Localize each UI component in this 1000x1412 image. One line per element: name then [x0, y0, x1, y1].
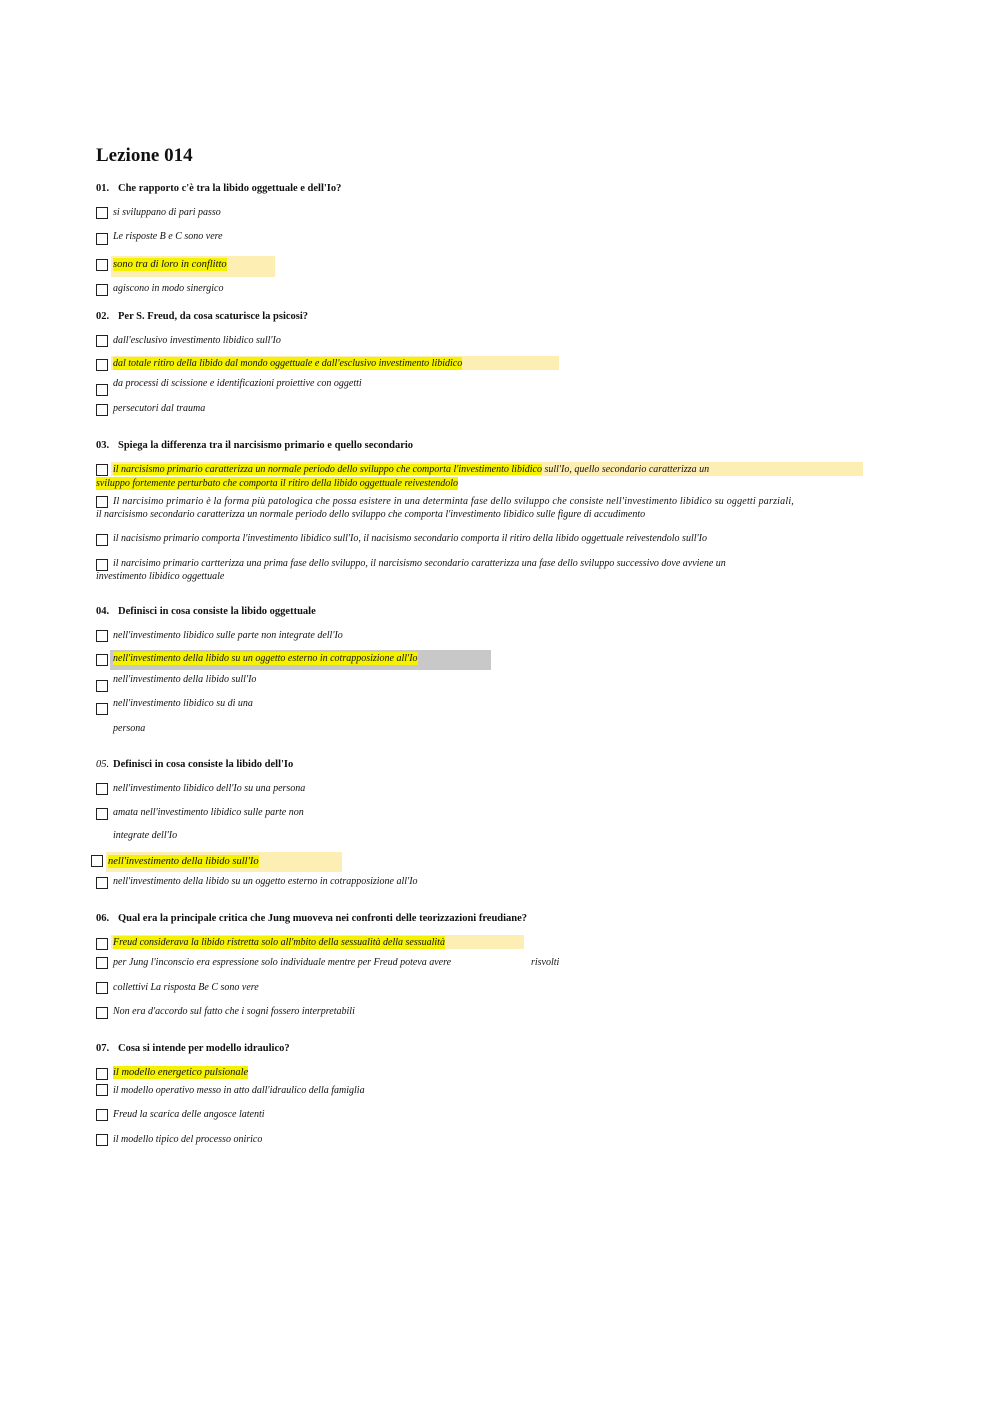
answer-option: agiscono in modo sinergico	[113, 283, 224, 294]
answer-option-continued: integrate dell'Io	[113, 830, 178, 841]
answer-option-continued: il narcisismo secondario caratterizza un normale periodo dello sviluppo che comporta l'investimento libidico sulle figure di accudimento	[96, 509, 646, 520]
answer-option-continued: persona	[113, 723, 146, 734]
answer-checkbox[interactable]	[96, 259, 108, 271]
answer-option-correct: nell'investimento della libido su un oggetto esterno in cotrapposizione all'Io	[113, 653, 418, 664]
answer-checkbox[interactable]	[91, 855, 103, 867]
answer-checkbox[interactable]	[96, 464, 108, 476]
question-4	[96, 606, 316, 617]
answer-checkbox[interactable]	[96, 703, 108, 715]
answer-option-correct: Freud considerava la libido ristretta solo all'mbito della sessualità della sessualità	[113, 937, 445, 948]
answer-checkbox[interactable]	[96, 1134, 108, 1146]
question-1	[96, 183, 341, 194]
answer-option: Non era d'accordo sul fatto che i sogni fossero interpretabili	[113, 1006, 355, 1017]
answer-option: nell'investimento libidico sulle parte non integrate dell'Io	[113, 630, 343, 641]
answer-option-correct: il modello energetico pulsionale	[113, 1067, 249, 1078]
question-6	[96, 913, 527, 924]
answer-option: il modello operativo messo in atto dall'idraulico della famiglia	[113, 1085, 365, 1096]
answer-checkbox[interactable]	[96, 233, 108, 245]
question-2	[96, 311, 308, 322]
answer-checkbox[interactable]	[96, 982, 108, 994]
question-text: Per S. Freud, da cosa scaturisce la psicosi?	[118, 311, 309, 322]
question-5	[96, 759, 293, 770]
question-number: 07.	[96, 1043, 110, 1054]
question-number: 05.	[96, 759, 110, 770]
answer-option: nell'investimento della libido sull'Io	[113, 674, 257, 685]
answer-option-correct: nell'investimento della libido sull'Io	[108, 856, 259, 867]
question-text: Spiega la differenza tra il narcisismo primario e quello secondario	[118, 440, 414, 451]
answer-checkbox[interactable]	[96, 384, 108, 396]
question-3	[96, 440, 413, 451]
page-title: Lezione 014	[96, 145, 193, 166]
answer-option: da processi di scissione e identificazioni proiettive con oggetti	[113, 378, 362, 389]
answer-option: Freud la scarica delle angosce latenti	[113, 1109, 265, 1120]
answer-option-correct-continued: sviluppo fortemente perturbato che comporta il ritiro della libido oggettuale reivestendolo	[96, 478, 458, 489]
answer-option: dall'esclusivo investimento libidico sull'Io	[113, 335, 281, 346]
question-text: Che rapporto c'è tra la libido oggettuale e dell'Io?	[118, 183, 342, 194]
answer-option: nell'investimento libidico su di una	[113, 698, 253, 709]
answer-checkbox[interactable]	[96, 680, 108, 692]
question-number: 04.	[96, 606, 110, 617]
answer-checkbox[interactable]	[96, 534, 108, 546]
answer-option: persecutori dal trauma	[113, 403, 206, 414]
answer-checkbox[interactable]	[96, 1084, 108, 1096]
answer-checkbox[interactable]	[96, 359, 108, 371]
question-text: Definisci in cosa consiste la libido dell'Io	[113, 759, 294, 770]
answer-checkbox[interactable]	[96, 335, 108, 347]
answer-checkbox[interactable]	[96, 877, 108, 889]
answer-checkbox[interactable]	[96, 1007, 108, 1019]
answer-checkbox[interactable]	[96, 404, 108, 416]
answer-checkbox[interactable]	[96, 496, 108, 508]
question-text: Cosa si intende per modello idraulico?	[118, 1043, 290, 1054]
answer-option: il modello tipico del processo onirico	[113, 1134, 263, 1145]
answer-checkbox[interactable]	[96, 1109, 108, 1121]
answer-option: nell'investimento libidico dell'Io su una persona	[113, 783, 306, 794]
answer-option: Le risposte B e C sono vere	[113, 231, 223, 242]
answer-option: per Jung l'inconscio era espressione solo individuale mentre per Freud poteva avere	[113, 957, 452, 968]
answer-option: il narcisimo primario cartterizza una prima fase dello sviluppo, il narcisismo secondario caratterizza una fase dello sviluppo successivo dove avviene un	[113, 558, 726, 569]
question-text: Definisci in cosa consiste la libido oggettuale	[118, 606, 316, 617]
answer-option: nell'investimento della libido su un oggetto esterno in cotrapposizione all'Io	[113, 876, 418, 887]
highlighted-text: sull'Io, quello secondario caratterizza un	[541, 464, 710, 475]
answer-checkbox[interactable]	[96, 207, 108, 219]
answer-checkbox[interactable]	[96, 654, 108, 666]
question-text: Qual era la principale critica che Jung muoveva nei confronti delle teorizzazioni freudiane?	[118, 913, 528, 924]
answer-option-continued: investimento libidico oggettuale	[96, 571, 225, 582]
answer-option-fragment: risvolti	[531, 957, 560, 968]
answer-option-correct: dal totale ritiro della libido dal mondo oggettuale e dall'esclusivo investimento libidico	[113, 358, 463, 369]
answer-option: Il narcisimo primario è la forma più patologica che possa esistere in una determinta fase dello sviluppo che consiste nell'investimento libidico su oggetti parziali,	[113, 496, 794, 507]
highlighted-text: il narcisismo primario caratterizza un normale periodo dello sviluppo che comporta l'investimento libidico	[113, 464, 542, 475]
question-number: 06.	[96, 913, 110, 924]
answer-checkbox[interactable]	[96, 630, 108, 642]
answer-option-correct: sono tra di loro in conflitto	[113, 259, 227, 270]
answer-option: collettivi La risposta Be C sono vere	[113, 982, 259, 993]
answer-checkbox[interactable]	[96, 938, 108, 950]
answer-option: il nacisismo primario comporta l'investimento libidico sull'Io, il nacisismo secondario comporta il ritiro della libido oggettuale reivestendolo sull'Io	[113, 533, 707, 544]
answer-checkbox[interactable]	[96, 284, 108, 296]
question-7	[96, 1043, 290, 1054]
question-number: 02.	[96, 311, 110, 322]
answer-checkbox[interactable]	[96, 1068, 108, 1080]
question-number: 03.	[96, 440, 110, 451]
answer-option: amata nell'investimento libidico sulle parte non	[113, 807, 304, 818]
answer-checkbox[interactable]	[96, 957, 108, 969]
answer-checkbox[interactable]	[96, 808, 108, 820]
answer-option: si sviluppano di pari passo	[113, 207, 221, 218]
answer-option-correct	[113, 463, 709, 476]
question-number: 01.	[96, 183, 110, 194]
answer-checkbox[interactable]	[96, 783, 108, 795]
